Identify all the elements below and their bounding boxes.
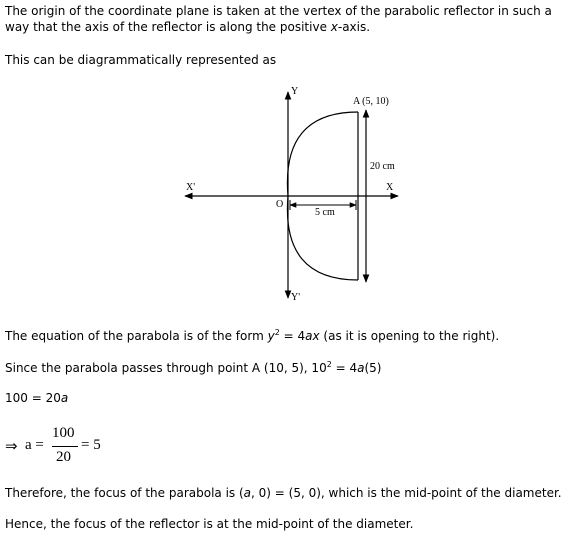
intro-line-2-start: way that the axis of the reflector is along the positive	[5, 20, 331, 34]
equation-100-a: a	[60, 391, 69, 405]
label-width: 5 cm	[315, 207, 335, 218]
passes-exponent: 2	[326, 360, 332, 369]
diagram-caption: This can be diagrammatically represented as	[5, 53, 277, 67]
therefore-a: a	[243, 486, 252, 500]
passes-a: a	[357, 361, 365, 375]
equation-form-ax: ax	[305, 329, 320, 343]
equation-100-line	[5, 390, 68, 406]
passes-middle: = 4	[331, 361, 358, 375]
therefore-line	[5, 485, 562, 501]
implies-arrow: ⇒	[5, 439, 18, 455]
equation-form-line	[5, 325, 499, 344]
intro-line-1: The origin of the coordinate plane is taken at the vertex of the parabolic reflector in such a	[5, 4, 552, 18]
passes-start: Since the parabola passes through point A (10, 5), 10	[5, 361, 327, 375]
fraction-denominator: 20	[56, 449, 71, 465]
fraction-result: = 5	[81, 437, 101, 453]
label-x: X	[386, 182, 394, 193]
equation-form-start: The equation of the parabola is of the form	[5, 329, 268, 343]
label-y: Y	[291, 86, 299, 97]
passes-end: (5)	[364, 361, 382, 375]
label-y-negative: Y'	[291, 292, 301, 303]
intro-line-2-variable: x	[330, 20, 338, 34]
fraction-lhs: a =	[25, 437, 44, 453]
label-point-a: A (5, 10)	[353, 96, 389, 107]
fraction-expression	[5, 425, 125, 469]
equation-form-middle: = 4	[279, 329, 306, 343]
hence-line: Hence, the focus of the reflector is at the mid-point of the diameter.	[5, 517, 414, 531]
label-x-negative: X'	[186, 182, 196, 193]
equation-100-start: 100 = 20	[5, 391, 61, 405]
equation-form-exponent: 2	[274, 328, 280, 337]
fraction-bar	[52, 446, 78, 447]
passes-through-line	[5, 357, 381, 376]
label-height: 20 cm	[370, 161, 395, 172]
intro-line-2-end: -axis.	[337, 20, 371, 34]
equation-form-y: y	[267, 329, 275, 343]
label-origin: O	[276, 199, 284, 210]
equation-form-end: (as it is opening to the right).	[319, 329, 500, 343]
therefore-end: , 0) = (5, 0), which is the mid-point of the diameter.	[251, 486, 562, 500]
fraction-numerator: 100	[52, 425, 75, 441]
therefore-start: Therefore, the focus of the parabola is (	[5, 486, 244, 500]
